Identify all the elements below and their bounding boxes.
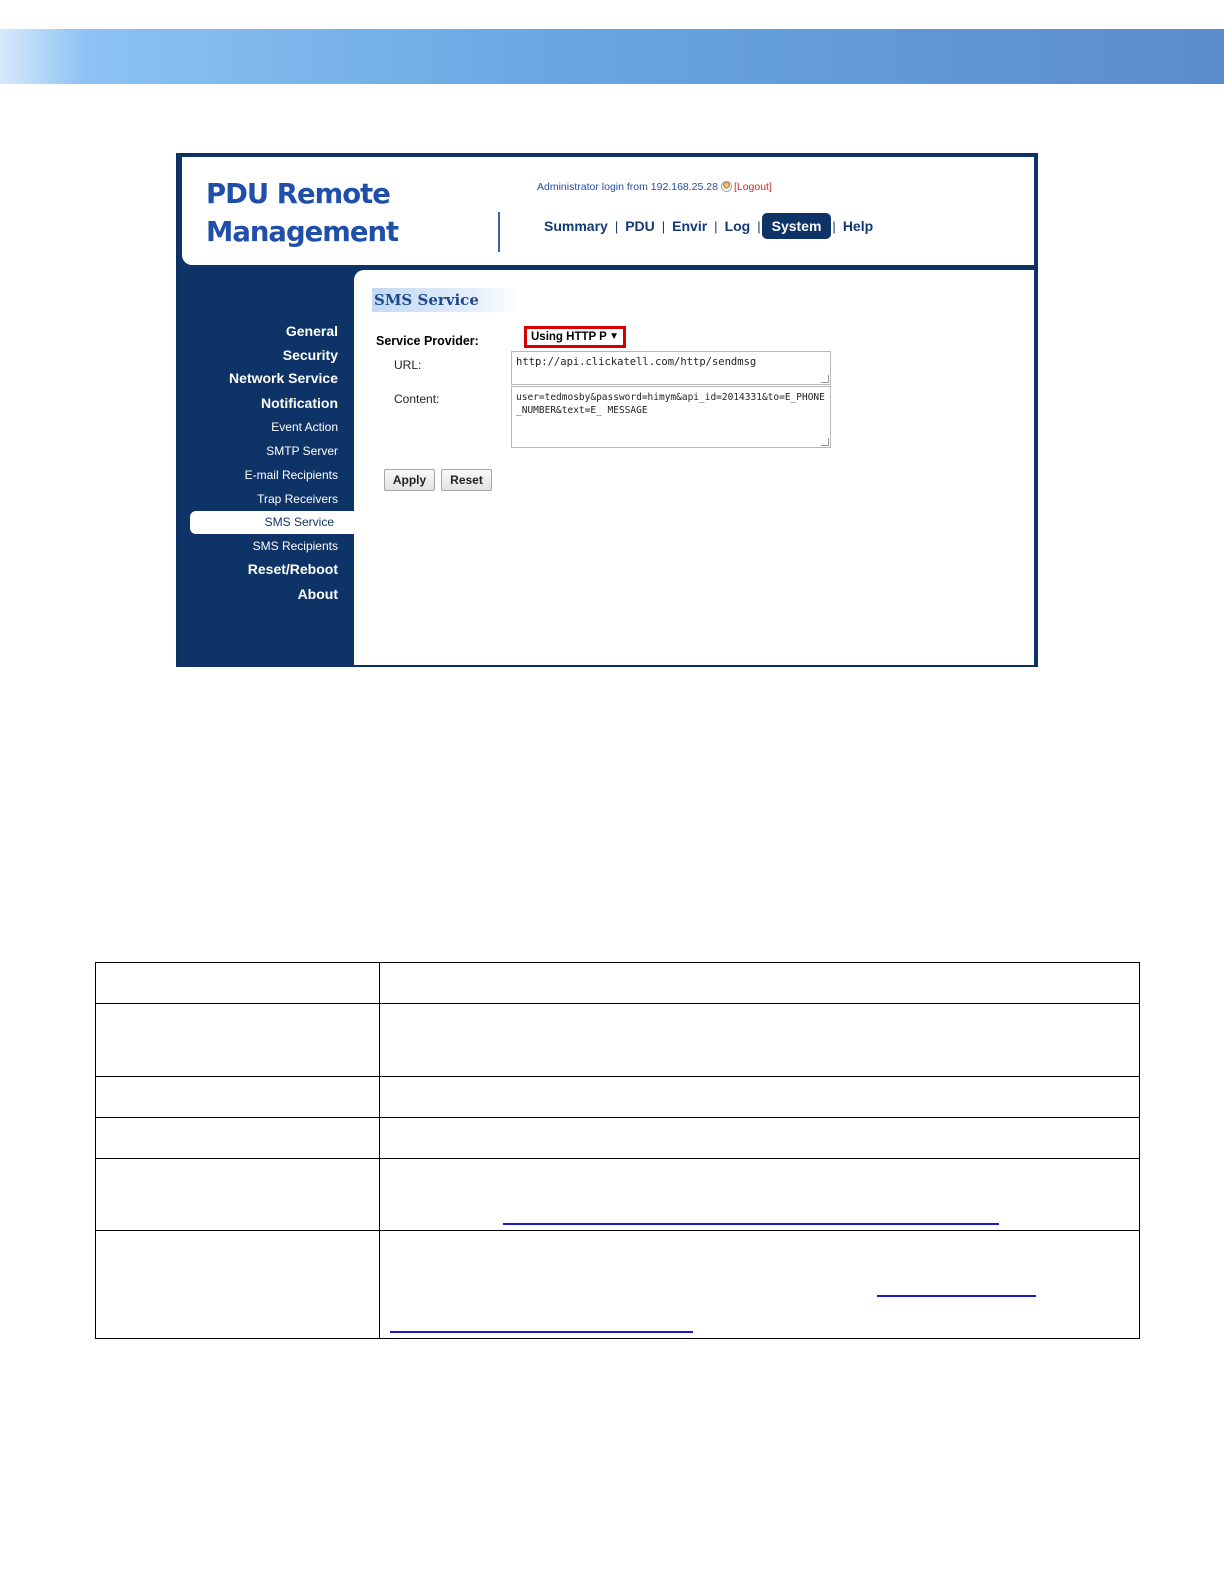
table-cell [380, 1004, 1140, 1077]
content-textarea[interactable] [511, 386, 831, 448]
table-row [96, 1159, 1140, 1231]
service-provider-label: Service Provider: [376, 334, 479, 348]
table-cell [380, 1231, 1140, 1339]
brand-line-2: Management [206, 215, 399, 248]
table-cell [96, 1118, 380, 1159]
tab-envir[interactable]: Envir [672, 218, 708, 234]
table-cell [380, 1159, 1140, 1231]
tab-log[interactable]: Log [724, 218, 751, 234]
table-cell [96, 963, 380, 1004]
url-input[interactable] [511, 351, 831, 385]
service-provider-value: Using HTTP P [531, 331, 607, 343]
app-header [182, 157, 1034, 265]
table-row [96, 1118, 1140, 1159]
table-cell [96, 1004, 380, 1077]
logout-link[interactable]: [Logout] [733, 181, 772, 193]
sidebar-item-label: SMS Service [264, 515, 334, 529]
table-row [96, 1077, 1140, 1118]
hyperlink-underline[interactable] [390, 1331, 693, 1333]
sidebar-item-sms-service[interactable] [190, 511, 366, 534]
resize-handle-icon[interactable] [821, 438, 829, 446]
page-header-banner [0, 29, 1224, 84]
url-label: URL: [394, 358, 422, 372]
sidebar [178, 267, 354, 665]
nav-separator: | [661, 218, 666, 234]
sidebar-item-trap-receivers[interactable]: Trap Receivers [257, 492, 338, 506]
tab-pdu[interactable]: PDU [625, 218, 655, 234]
sidebar-item-event-action[interactable]: Event Action [271, 420, 338, 434]
table-cell [380, 963, 1140, 1004]
chevron-down-icon: ▼ [609, 331, 619, 342]
nav-separator: | [832, 218, 836, 234]
app-brand [206, 175, 398, 251]
reset-button[interactable]: Reset [441, 469, 492, 491]
sms-service-panel [354, 270, 1034, 665]
table-cell [380, 1118, 1140, 1159]
sidebar-item-smtp-server[interactable]: SMTP Server [266, 444, 338, 458]
apply-button[interactable]: Apply [384, 469, 435, 491]
table-row [96, 1004, 1140, 1077]
table-cell [96, 1159, 380, 1231]
brand-line-1: PDU Remote [206, 177, 390, 210]
pdu-ui-screenshot [176, 153, 1038, 667]
resize-handle-icon[interactable] [821, 375, 829, 383]
sidebar-item-email-recipients[interactable]: E-mail Recipients [244, 468, 338, 482]
table-cell [96, 1231, 380, 1339]
user-icon [721, 181, 732, 192]
table-cell [380, 1077, 1140, 1118]
page-title: SMS Service [372, 288, 522, 312]
url-value: http://api.clickatell.com/http/sendmsg [516, 356, 757, 368]
settings-description-table [95, 962, 1140, 1339]
sidebar-item-general[interactable]: General [285, 323, 338, 339]
sidebar-item-about[interactable]: About [297, 586, 338, 602]
login-text: Administrator login from 192.168.25.28 [537, 181, 718, 193]
header-divider [498, 212, 500, 252]
sidebar-item-notification[interactable]: Notification [261, 395, 338, 411]
tab-summary[interactable]: Summary [544, 218, 608, 234]
hyperlink-underline[interactable] [503, 1223, 999, 1225]
nav-separator: | [757, 218, 761, 234]
nav-separator: | [714, 218, 718, 234]
nav-separator: | [614, 218, 619, 234]
sidebar-item-reset-reboot[interactable]: Reset/Reboot [247, 561, 338, 577]
sidebar-item-network-service[interactable]: Network Service [229, 370, 338, 386]
table-row [96, 963, 1140, 1004]
sidebar-item-sms-recipients[interactable]: SMS Recipients [252, 539, 338, 553]
content-value: user=tedmosby&password=himym&api_id=2014331&to=E_PHONE_NUMBER&text=E_ MESSAGE [516, 392, 825, 416]
service-provider-select[interactable] [524, 326, 626, 348]
tab-system[interactable]: System [762, 213, 832, 239]
content-label: Content: [394, 392, 440, 406]
hyperlink-underline[interactable] [877, 1295, 1036, 1297]
tab-help[interactable]: Help [842, 218, 874, 234]
login-status [537, 181, 772, 193]
table-row [96, 1231, 1140, 1339]
main-nav [538, 211, 879, 241]
sidebar-item-security[interactable]: Security [282, 347, 338, 363]
table-cell [96, 1077, 380, 1118]
